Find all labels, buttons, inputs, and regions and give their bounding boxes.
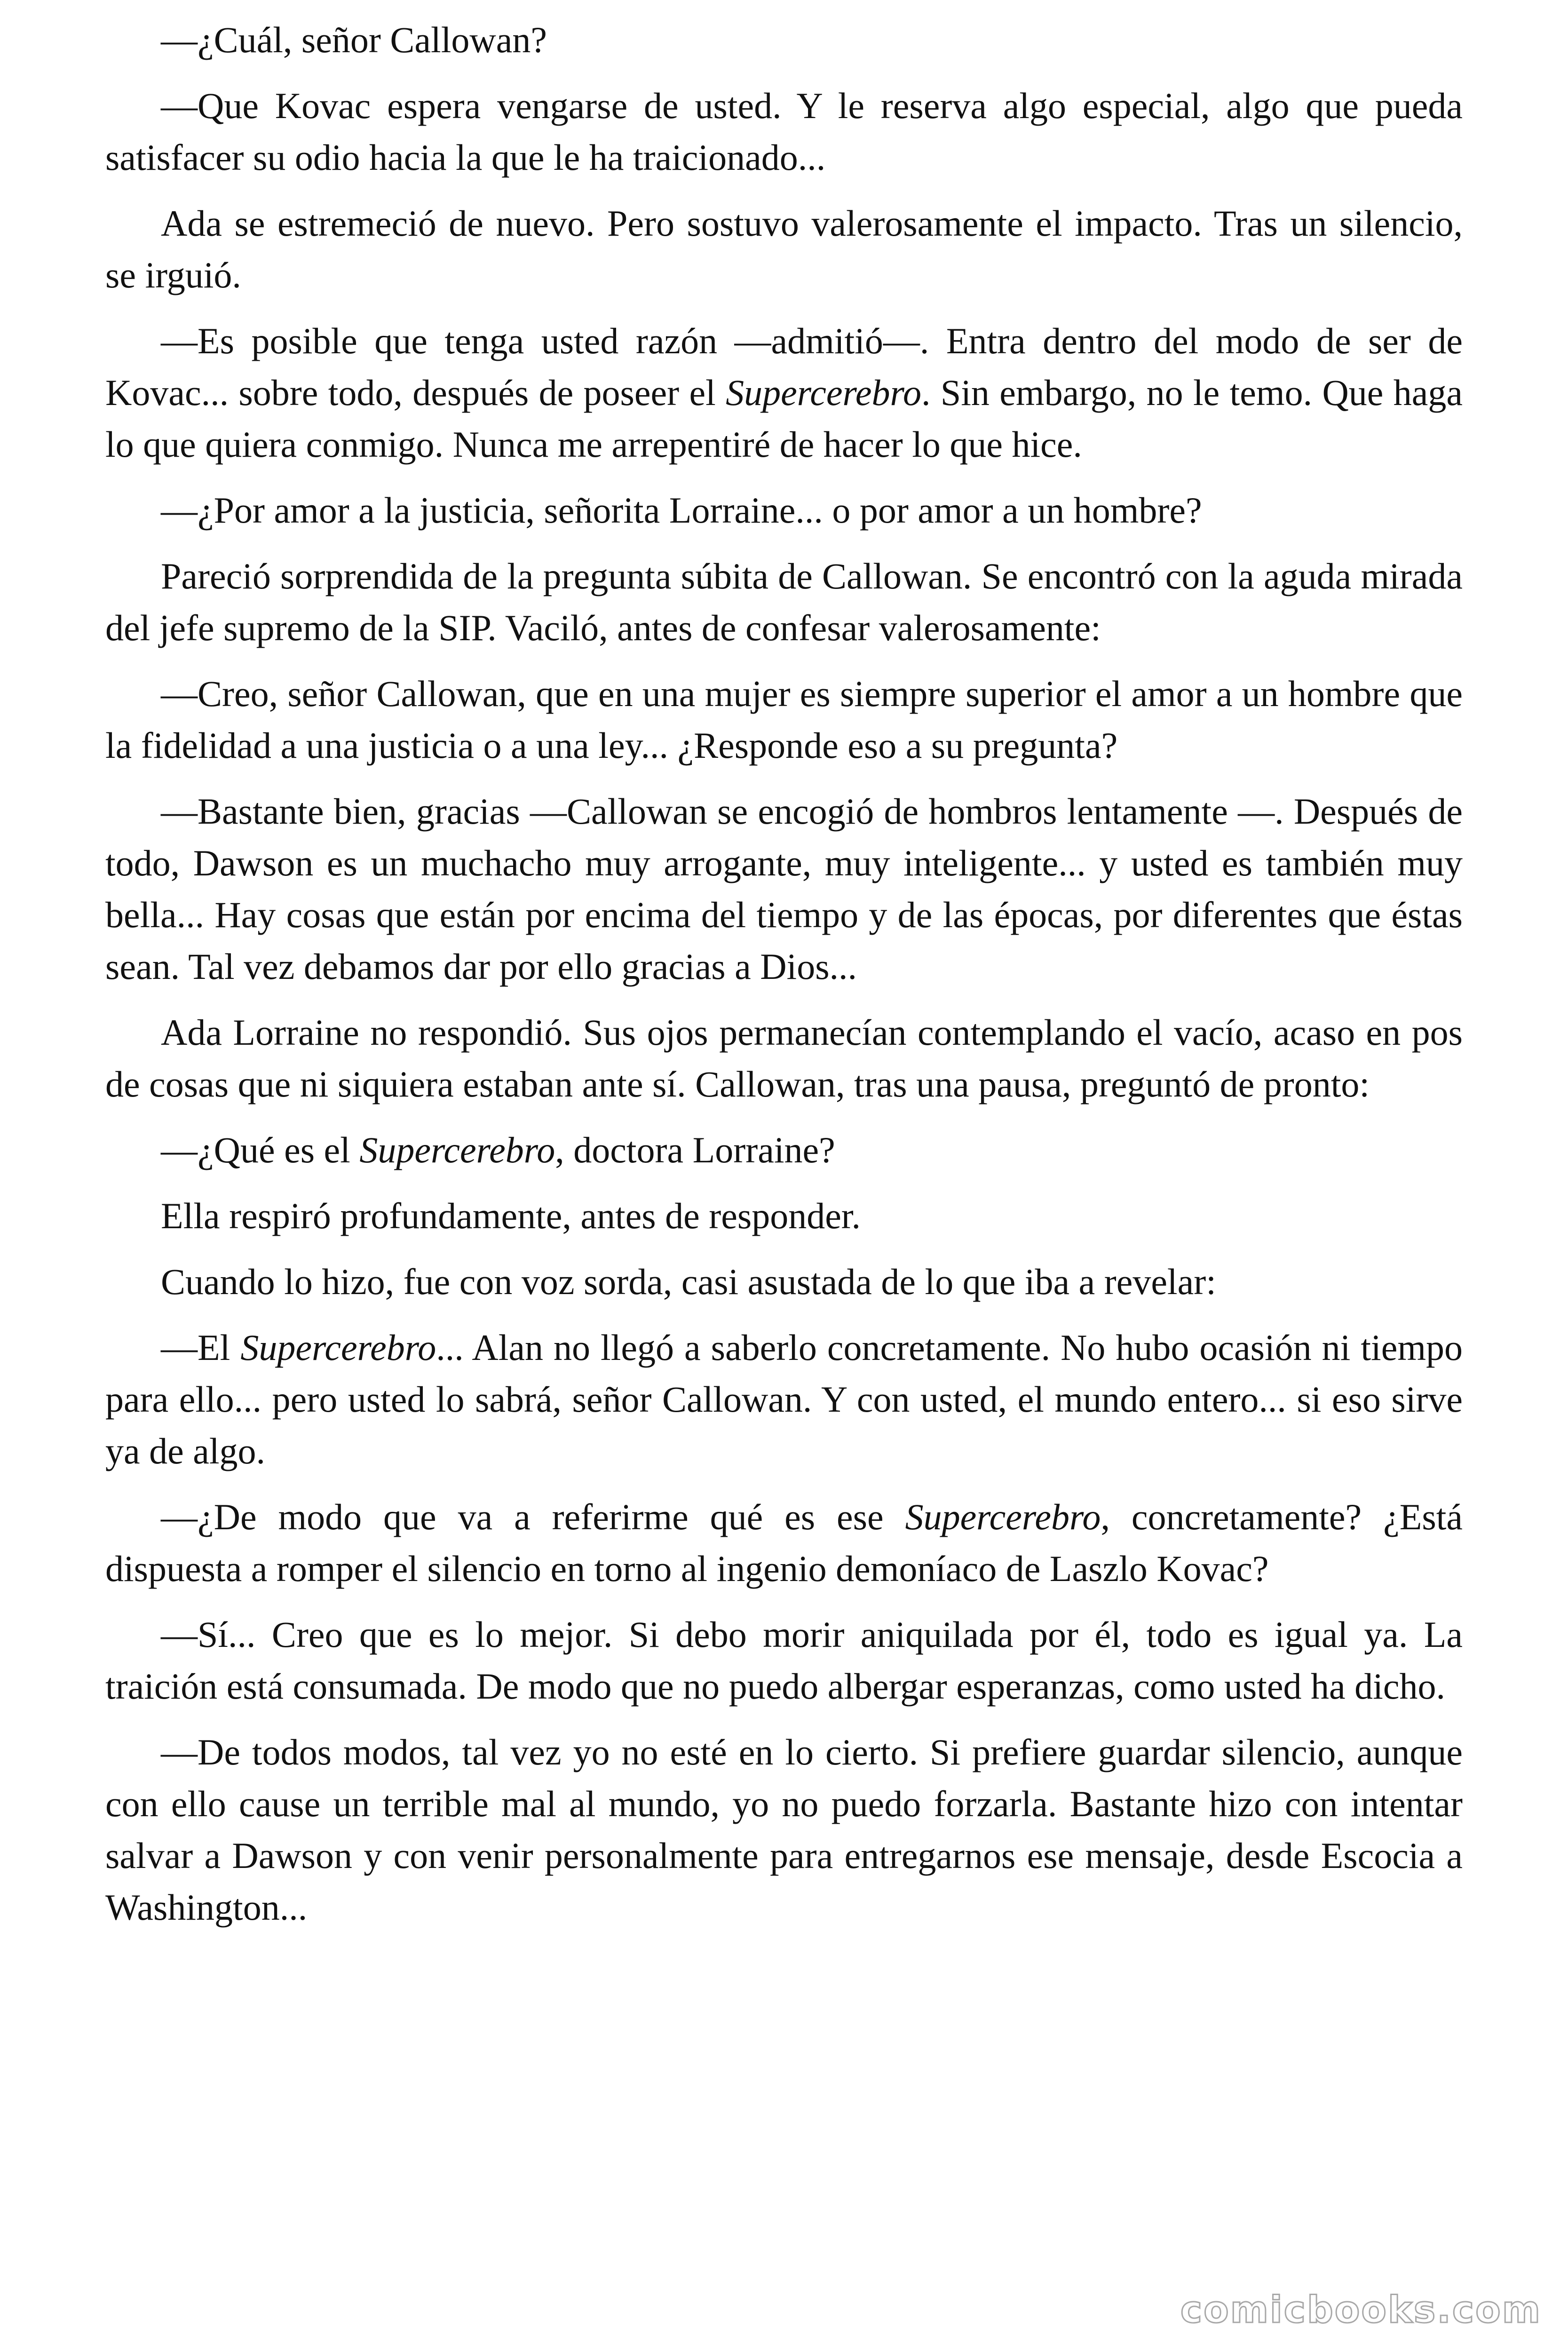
paragraph-text: —El — [161, 1327, 241, 1368]
paragraph — [105, 1124, 1463, 1176]
paragraph — [105, 1491, 1463, 1595]
italic-title-text: Supercerebro — [726, 372, 922, 413]
paragraph-text: , concretamente? ¿Está dispuesta a romper el silencio en torno al ingenio demoníaco de Laszlo Kovac? — [105, 1496, 1463, 1589]
paragraph-text: Ada Lorraine no respondió. Sus ojos permanecían contemplando el vacío, acaso en pos de cosas que ni siquiera estaban ante sí. Callowan, tras una pausa, preguntó de pronto: — [105, 1012, 1463, 1104]
paragraph-text: —¿Cuál, señor Callowan? — [161, 19, 547, 60]
paragraph — [105, 315, 1463, 470]
paragraph-text: —¿De modo que va a referirme qué es ese — [161, 1496, 905, 1537]
paragraph-text: ... Alan no llegó a saberlo concretamente. No hubo ocasión ni tiempo para ello... pero usted lo sabrá, señor Callowan. Y con usted, el mundo entero... si eso sirve ya de algo. — [105, 1327, 1463, 1471]
italic-title-text: Supercerebro — [359, 1129, 555, 1170]
paragraph-text: Ella respiró profundamente, antes de responder. — [161, 1195, 861, 1236]
paragraph — [105, 786, 1463, 993]
paragraph — [105, 1322, 1463, 1477]
paragraph — [105, 1726, 1463, 1933]
paragraph — [105, 80, 1463, 183]
watermark-text: comicbooks.com — [1180, 2289, 1542, 2331]
paragraph — [105, 198, 1463, 301]
italic-title-text: Supercerebro — [905, 1496, 1101, 1537]
paragraph-text: —De todos modos, tal vez yo no esté en lo cierto. Si prefiere guardar silencio, aunque con ello cause un terrible mal al mundo, yo no puedo forzarla. Bastante hizo con intentar salvar a Dawson y con venir personalmente para entregarnos ese mensaje, desde Escocia a Washington... — [105, 1732, 1463, 1928]
paragraph-text: —Creo, señor Callowan, que en una mujer es siempre superior el amor a un hombre que la fidelidad a una justicia o a una ley... ¿Responde eso a su pregunta? — [105, 673, 1463, 766]
paragraph — [105, 668, 1463, 771]
paragraph — [105, 1256, 1463, 1308]
paragraph-text: —¿Por amor a la justicia, señorita Lorraine... o por amor a un hombre? — [161, 490, 1202, 531]
paragraph — [105, 485, 1463, 536]
book-page-body — [105, 14, 1463, 1947]
paragraph-text: . Sin embargo, no le temo. Que haga lo que quiera conmigo. Nunca me arrepentiré de hacer lo que hice. — [105, 372, 1463, 465]
paragraph-text: Pareció sorprendida de la pregunta súbita de Callowan. Se encontró con la aguda mirada del jefe supremo de la SIP. Vaciló, antes de confesar valerosamente: — [105, 556, 1463, 648]
paragraph — [105, 1609, 1463, 1712]
paragraph-text: —Sí... Creo que es lo mejor. Si debo morir aniquilada por él, todo es igual ya. La traición está consumada. De modo que no puedo albergar esperanzas, como usted ha dicho. — [105, 1614, 1463, 1707]
italic-title-text: Supercerebro — [240, 1327, 436, 1368]
paragraph-text: —Es posible que tenga usted razón —admitió—. Entra dentro del modo de ser de Kovac... sobre todo, después de poseer el — [105, 320, 1463, 413]
paragraph-text: Ada se estremeció de nuevo. Pero sostuvo valerosamente el impacto. Tras un silencio, se irguió. — [105, 203, 1463, 295]
paragraph-text: Cuando lo hizo, fue con voz sorda, casi asustada de lo que iba a revelar: — [161, 1261, 1216, 1302]
paragraph-text: —Que Kovac espera vengarse de usted. Y le reserva algo especial, algo que pueda satisfacer su odio hacia la que le ha traicionado... — [105, 85, 1463, 178]
paragraph-text: —Bastante bien, gracias —Callowan se encogió de hombros lentamente —. Después de todo, Dawson es un muchacho muy arrogante, muy inteligente... y usted es también muy bella... Hay cosas que están por encima del tiempo y de las épocas, por diferentes que éstas sean. Tal vez debamos dar por ello gracias a Dios... — [105, 791, 1463, 987]
paragraph — [105, 14, 1463, 66]
paragraph-text: , doctora Lorraine? — [555, 1129, 835, 1170]
paragraph — [105, 1190, 1463, 1242]
paragraph — [105, 1007, 1463, 1110]
paragraph-text: —¿Qué es el — [161, 1129, 360, 1170]
paragraph — [105, 550, 1463, 654]
